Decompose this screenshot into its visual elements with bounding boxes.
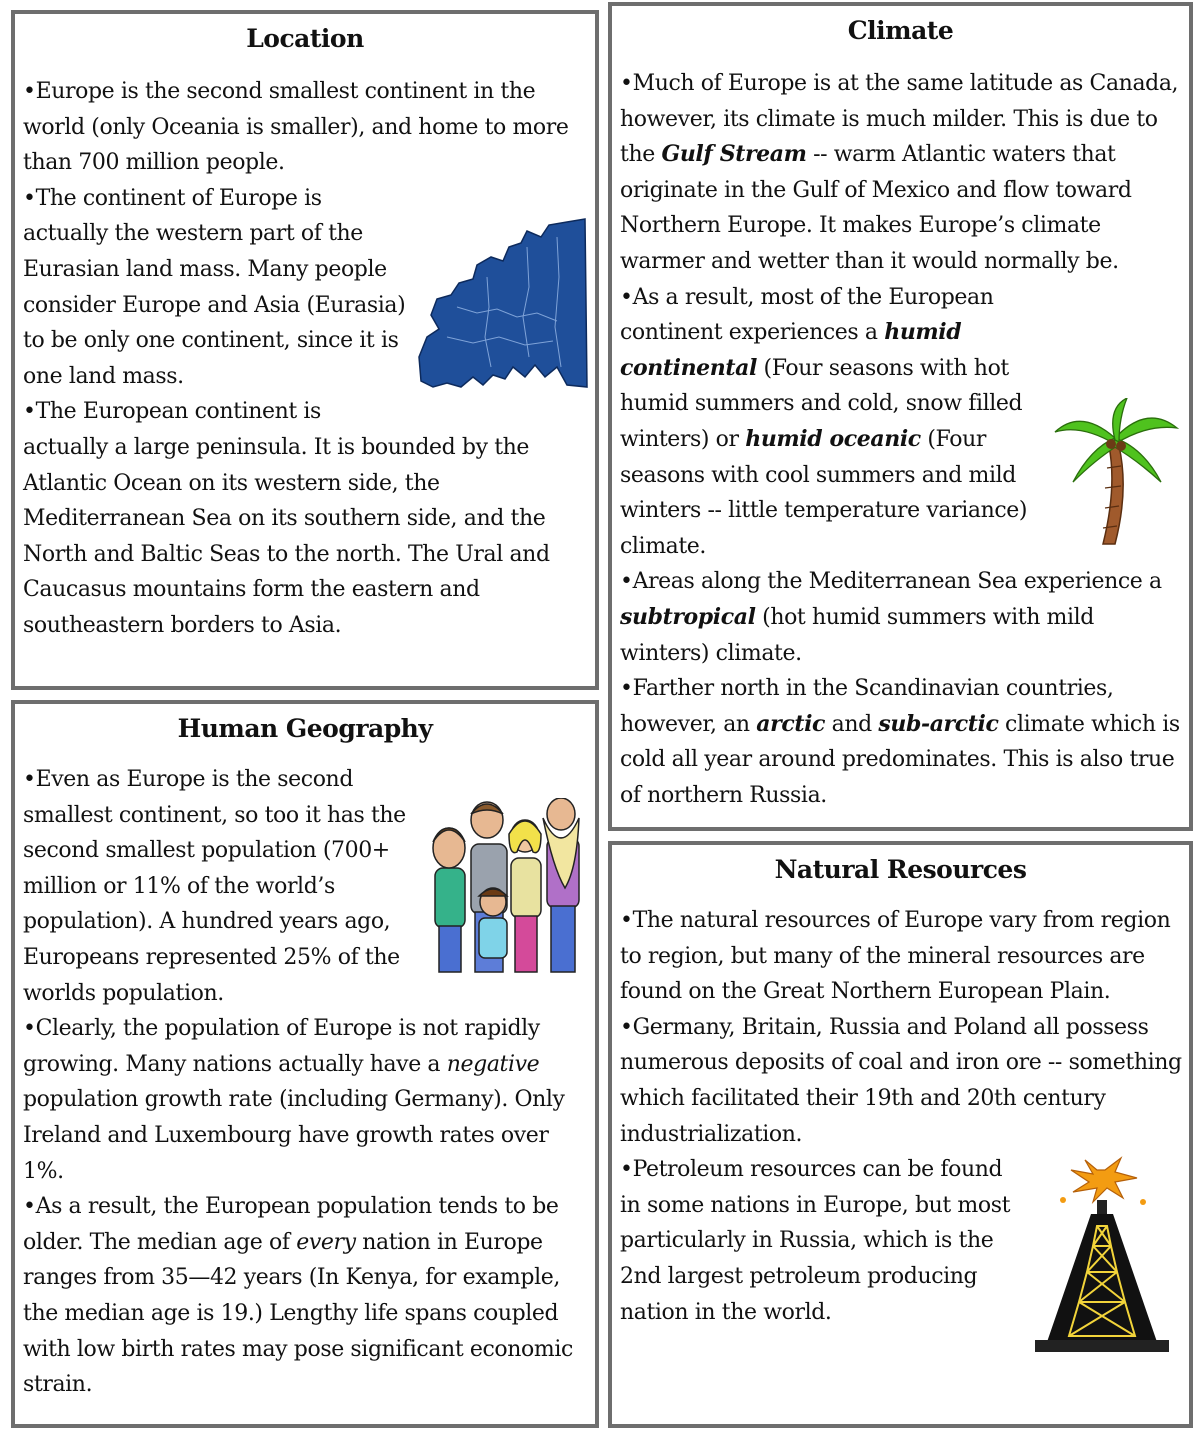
human-text: •Clearly, the population of Europe is not rapidly growing. Many nations actually have a: [23, 1016, 540, 1077]
climate-paragraph-1: [620, 66, 1183, 280]
location-title: Location: [246, 24, 364, 53]
negative-term: negative: [446, 1051, 540, 1077]
human-geography-body: [23, 762, 589, 1403]
natural-paragraph-3: •Petroleum resources can be found in some nations in Europe, but most particularly in Russia, which is the 2nd largest petroleum producing nation in the world.: [620, 1157, 1011, 1325]
humid-oceanic-term: humid oceanic: [745, 425, 921, 452]
natural-resources-body: [620, 903, 1183, 1356]
arctic-term: arctic: [756, 710, 826, 737]
climate-body: [620, 66, 1183, 813]
sub-arctic-term: sub-arctic: [878, 710, 999, 737]
natural-paragraph-2: •Germany, Britain, Russia and Poland all possess numerous deposits of coal and iron ore -- something which facilitated their 19th and 20th century industrialization.: [620, 1014, 1182, 1147]
human-text: nation in Europe ranges from 35—42 years (In Kenya, for example, the median age is 19.) Lengthy life spans coupled with low birth rates may pose significant economic strain.: [23, 1229, 573, 1398]
climate-title: Climate: [847, 16, 954, 45]
climate-text: •Farther north in the Scandinavian countries, however, an: [620, 676, 1114, 737]
human-paragraph-2: [23, 1011, 589, 1189]
natural-resources-title: Natural Resources: [774, 855, 1027, 884]
location-paragraph-1: •Europe is the second smallest continent in the world (only Oceania is smaller), and home to more than 700 million people.: [23, 79, 569, 176]
natural-resources-panel: [608, 841, 1193, 1428]
climate-text: •Areas along the Mediterranean Sea experience a: [620, 569, 1162, 595]
europe-map-icon: [417, 217, 589, 395]
palm-tree-icon: [1051, 398, 1179, 548]
every-term: every: [296, 1229, 356, 1255]
climate-text: climate which is cold all year around predominates. This is also true of northern Russia.: [620, 711, 1180, 808]
human-text: population growth rate (including Germany). Only Ireland and Luxembourg have growth rates over 1%.: [23, 1087, 565, 1184]
subtropical-term: subtropical: [620, 603, 756, 630]
climate-panel: [608, 2, 1193, 831]
climate-paragraph-4: [620, 671, 1183, 813]
climate-text: •Much of Europe is at the same latitude as Canada, however, its climate is much milder. This is due to the: [620, 71, 1179, 168]
climate-text: -- warm Atlantic waters that originate in the Gulf of Mexico and flow toward Northern Europe. It makes Europe’s climate warmer and wetter than it would normally be.: [620, 142, 1132, 274]
gulf-stream-term: Gulf Stream: [661, 141, 807, 168]
climate-text: (hot humid summers with mild winters) climate.: [620, 604, 1094, 666]
location-paragraph-3: •The European continent is actually a large peninsula. It is bounded by the Atlantic Ocean on its western side, the Mediterranean Sea on its southern side, and the North and Baltic Seas to the north. The Ural and Caucasus mountains form the eastern and southeastern borders to Asia.: [23, 399, 550, 638]
climate-text: •As a result, most of the European continent experiences a: [620, 284, 994, 346]
human-geography-panel: [11, 700, 599, 1428]
oil-derrick-icon: [1027, 1156, 1177, 1356]
climate-text: and: [825, 711, 879, 737]
climate-paragraph-3: [620, 564, 1183, 671]
humid-continental-term: humid continental: [620, 319, 962, 381]
location-body: [23, 74, 589, 644]
human-paragraph-3: [23, 1189, 589, 1403]
human-paragraph-1: •Even as Europe is the second smallest continent, so too it has the second smallest population (700+ million or 11% of the world’s population). A hundred years ago, Europeans represented 25% of the worlds population.: [23, 767, 406, 1006]
natural-paragraph-1: •The natural resources of Europe vary from region to region, but many of the mineral resources are found on the Great Northern European Plain.: [620, 908, 1171, 1005]
human-geography-title: Human Geography: [177, 714, 433, 743]
climate-text: (Four seasons with hot humid summers and cold, snow filled winters) or: [620, 355, 1023, 452]
location-panel: [11, 10, 599, 690]
human-text: •As a result, the European population tends to be older. The median age of: [23, 1194, 559, 1255]
location-paragraph-2: •The continent of Europe is actually the western part of the Eurasian land mass. Many people consider Europe and Asia (Eurasia) to be only one continent, since it is one land mass.: [23, 185, 406, 389]
climate-text: (Four seasons with cool summers and mild winters -- little temperature variance) climate.: [620, 426, 1028, 559]
people-group-icon: [429, 798, 587, 976]
